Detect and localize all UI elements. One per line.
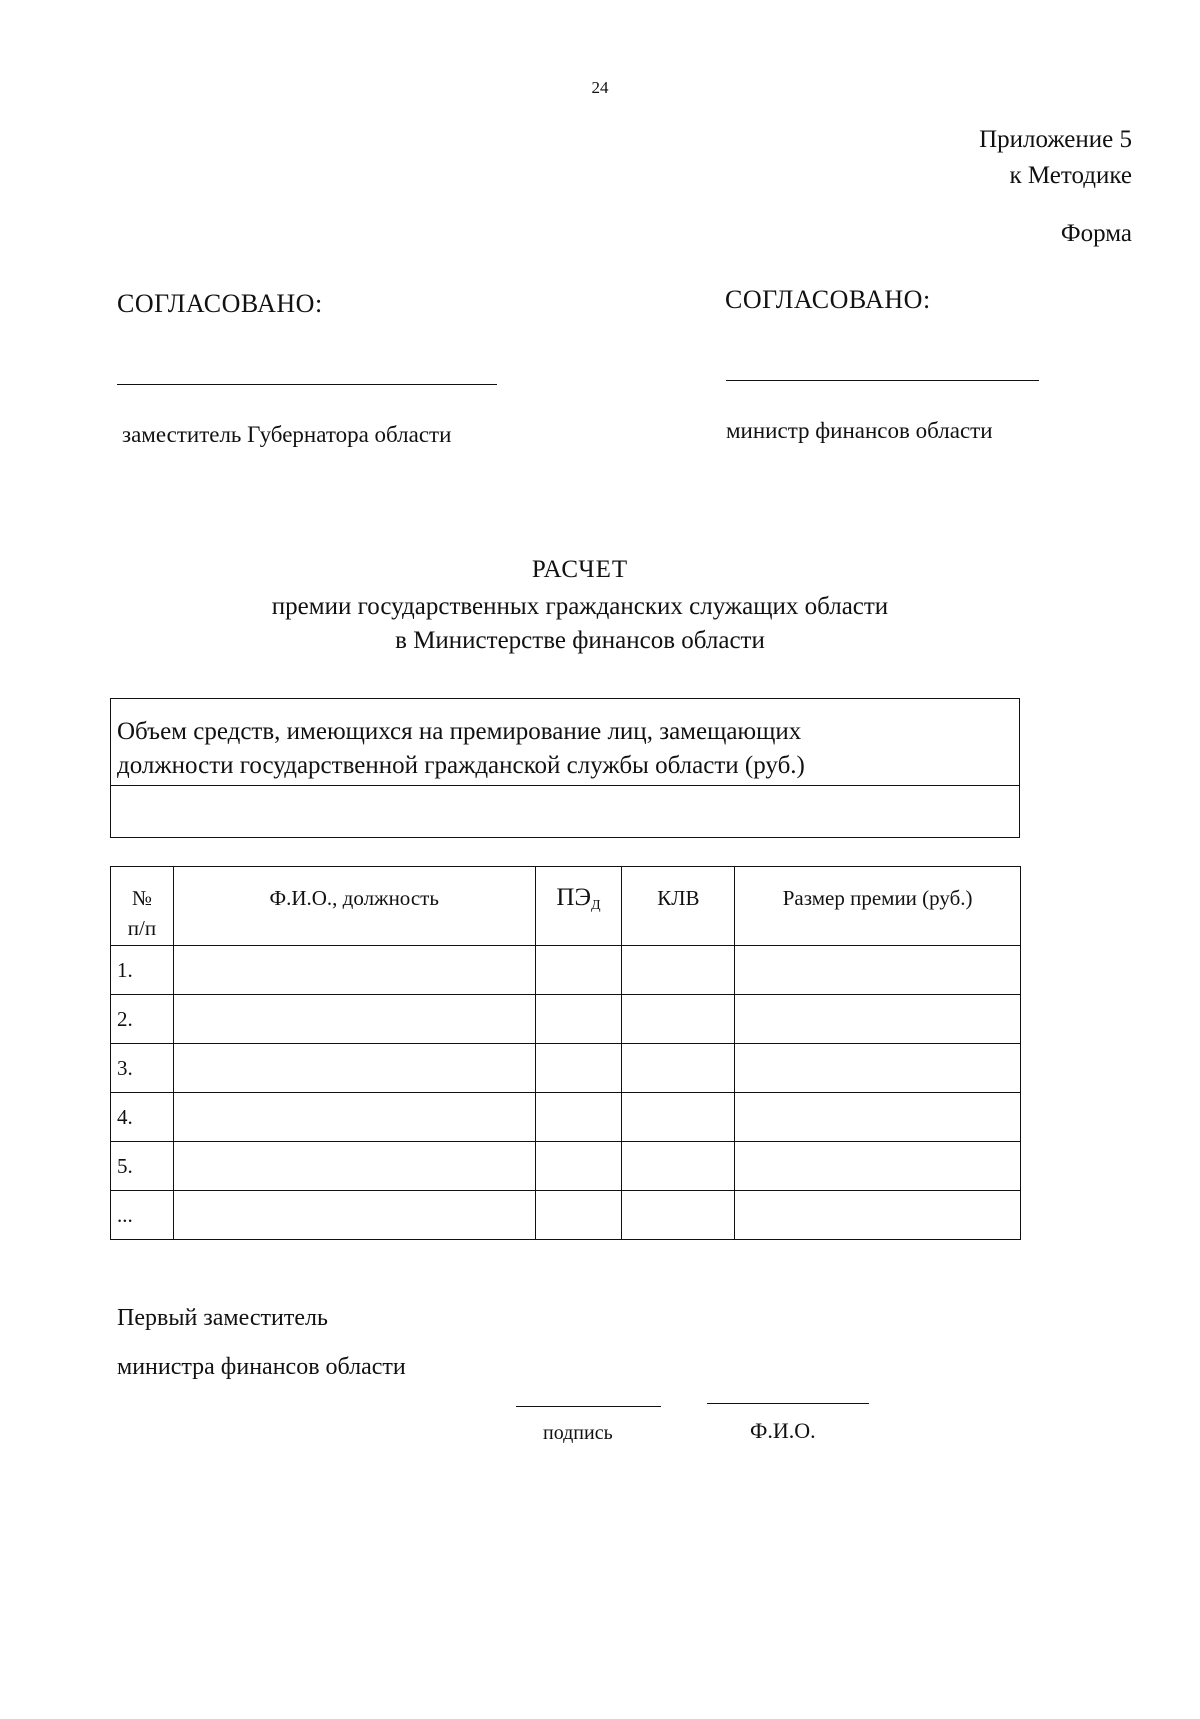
name-line[interactable]: [707, 1403, 869, 1404]
name-position-cell[interactable]: [173, 1191, 535, 1240]
header-number-symbol: №: [131, 886, 152, 910]
bonus-cell[interactable]: [735, 1044, 1021, 1093]
approver-role-right: министр финансов области: [726, 418, 993, 443]
funds-label: [117, 715, 997, 783]
bonus-cell[interactable]: [735, 1093, 1021, 1142]
header-number: [111, 867, 174, 946]
table-row: [111, 995, 1021, 1044]
signatory-title-line-1: Первый заместитель: [117, 1305, 328, 1331]
ped-cell[interactable]: [535, 1093, 622, 1142]
page-number: 24: [591, 78, 609, 97]
bonus-cell[interactable]: [735, 946, 1021, 995]
name-position-cell[interactable]: [173, 1093, 535, 1142]
name-position-cell[interactable]: [173, 1142, 535, 1191]
form-label: Форма: [1060, 220, 1132, 247]
signature-line-left: [117, 384, 497, 385]
table-row: [111, 1093, 1021, 1142]
bonus-cell[interactable]: [735, 1142, 1021, 1191]
row-number: 1.: [111, 946, 174, 995]
ped-cell[interactable]: [535, 1142, 622, 1191]
signature-line-right: [726, 380, 1039, 381]
header-name-position: Ф.И.О., должность: [173, 867, 535, 946]
table-row: [111, 1142, 1021, 1191]
approval-heading-left: СОГЛАСОВАНО:: [117, 289, 323, 318]
row-number: 5.: [111, 1142, 174, 1191]
row-number: 4.: [111, 1093, 174, 1142]
annex-line-1: Приложение 5: [979, 126, 1132, 153]
funds-divider: [111, 785, 1019, 786]
funds-box: [110, 698, 1020, 838]
ped-cell[interactable]: [535, 995, 622, 1044]
bonus-cell[interactable]: [735, 995, 1021, 1044]
klv-cell[interactable]: [622, 1093, 735, 1142]
ped-cell[interactable]: [535, 1191, 622, 1240]
ped-cell[interactable]: [535, 946, 622, 995]
header-ped: [535, 867, 622, 946]
signature-caption: подпись: [543, 1422, 613, 1444]
document-subtitle: [0, 590, 1160, 658]
header-bonus-amount: Размер премии (руб.): [735, 867, 1021, 946]
row-number: 3.: [111, 1044, 174, 1093]
signature-line[interactable]: [516, 1406, 661, 1407]
row-number: ...: [111, 1191, 174, 1240]
document-title: РАСЧЕТ: [531, 556, 629, 583]
funds-value-cell[interactable]: [117, 787, 1013, 835]
ped-cell[interactable]: [535, 1044, 622, 1093]
bonus-cell[interactable]: [735, 1191, 1021, 1240]
klv-cell[interactable]: [622, 946, 735, 995]
name-position-cell[interactable]: [173, 1044, 535, 1093]
header-ped-main: ПЭ: [556, 884, 591, 911]
subtitle-line-1: премии государственных гражданских служащих области: [271, 593, 889, 620]
annex-reference: [979, 122, 1132, 194]
funds-label-line-2: должности государственной гражданской службы области (руб.): [117, 752, 805, 779]
row-number: 2.: [111, 995, 174, 1044]
header-ped-subscript: Д: [590, 898, 601, 913]
name-caption: Ф.И.О.: [750, 1418, 816, 1443]
table-header-row: [111, 867, 1021, 946]
signatory-title-line-2: министра финансов области: [117, 1354, 406, 1380]
header-number-abbr: п/п: [127, 916, 157, 940]
funds-label-line-1: Объем средств, имеющихся на премирование лиц, замещающих: [117, 718, 802, 745]
table-row: [111, 946, 1021, 995]
subtitle-line-2: в Министерстве финансов области: [395, 627, 765, 654]
approval-heading-right: СОГЛАСОВАНО:: [725, 285, 931, 314]
name-position-cell[interactable]: [173, 995, 535, 1044]
klv-cell[interactable]: [622, 1044, 735, 1093]
table-row: [111, 1191, 1021, 1240]
klv-cell[interactable]: [622, 1142, 735, 1191]
klv-cell[interactable]: [622, 1191, 735, 1240]
klv-cell[interactable]: [622, 995, 735, 1044]
annex-line-2: к Методике: [1009, 162, 1132, 189]
header-klv: КЛВ: [622, 867, 735, 946]
table-row: [111, 1044, 1021, 1093]
bonus-calculation-table: [110, 866, 1021, 1240]
name-position-cell[interactable]: [173, 946, 535, 995]
approver-role-left: заместитель Губернатора области: [122, 422, 452, 447]
